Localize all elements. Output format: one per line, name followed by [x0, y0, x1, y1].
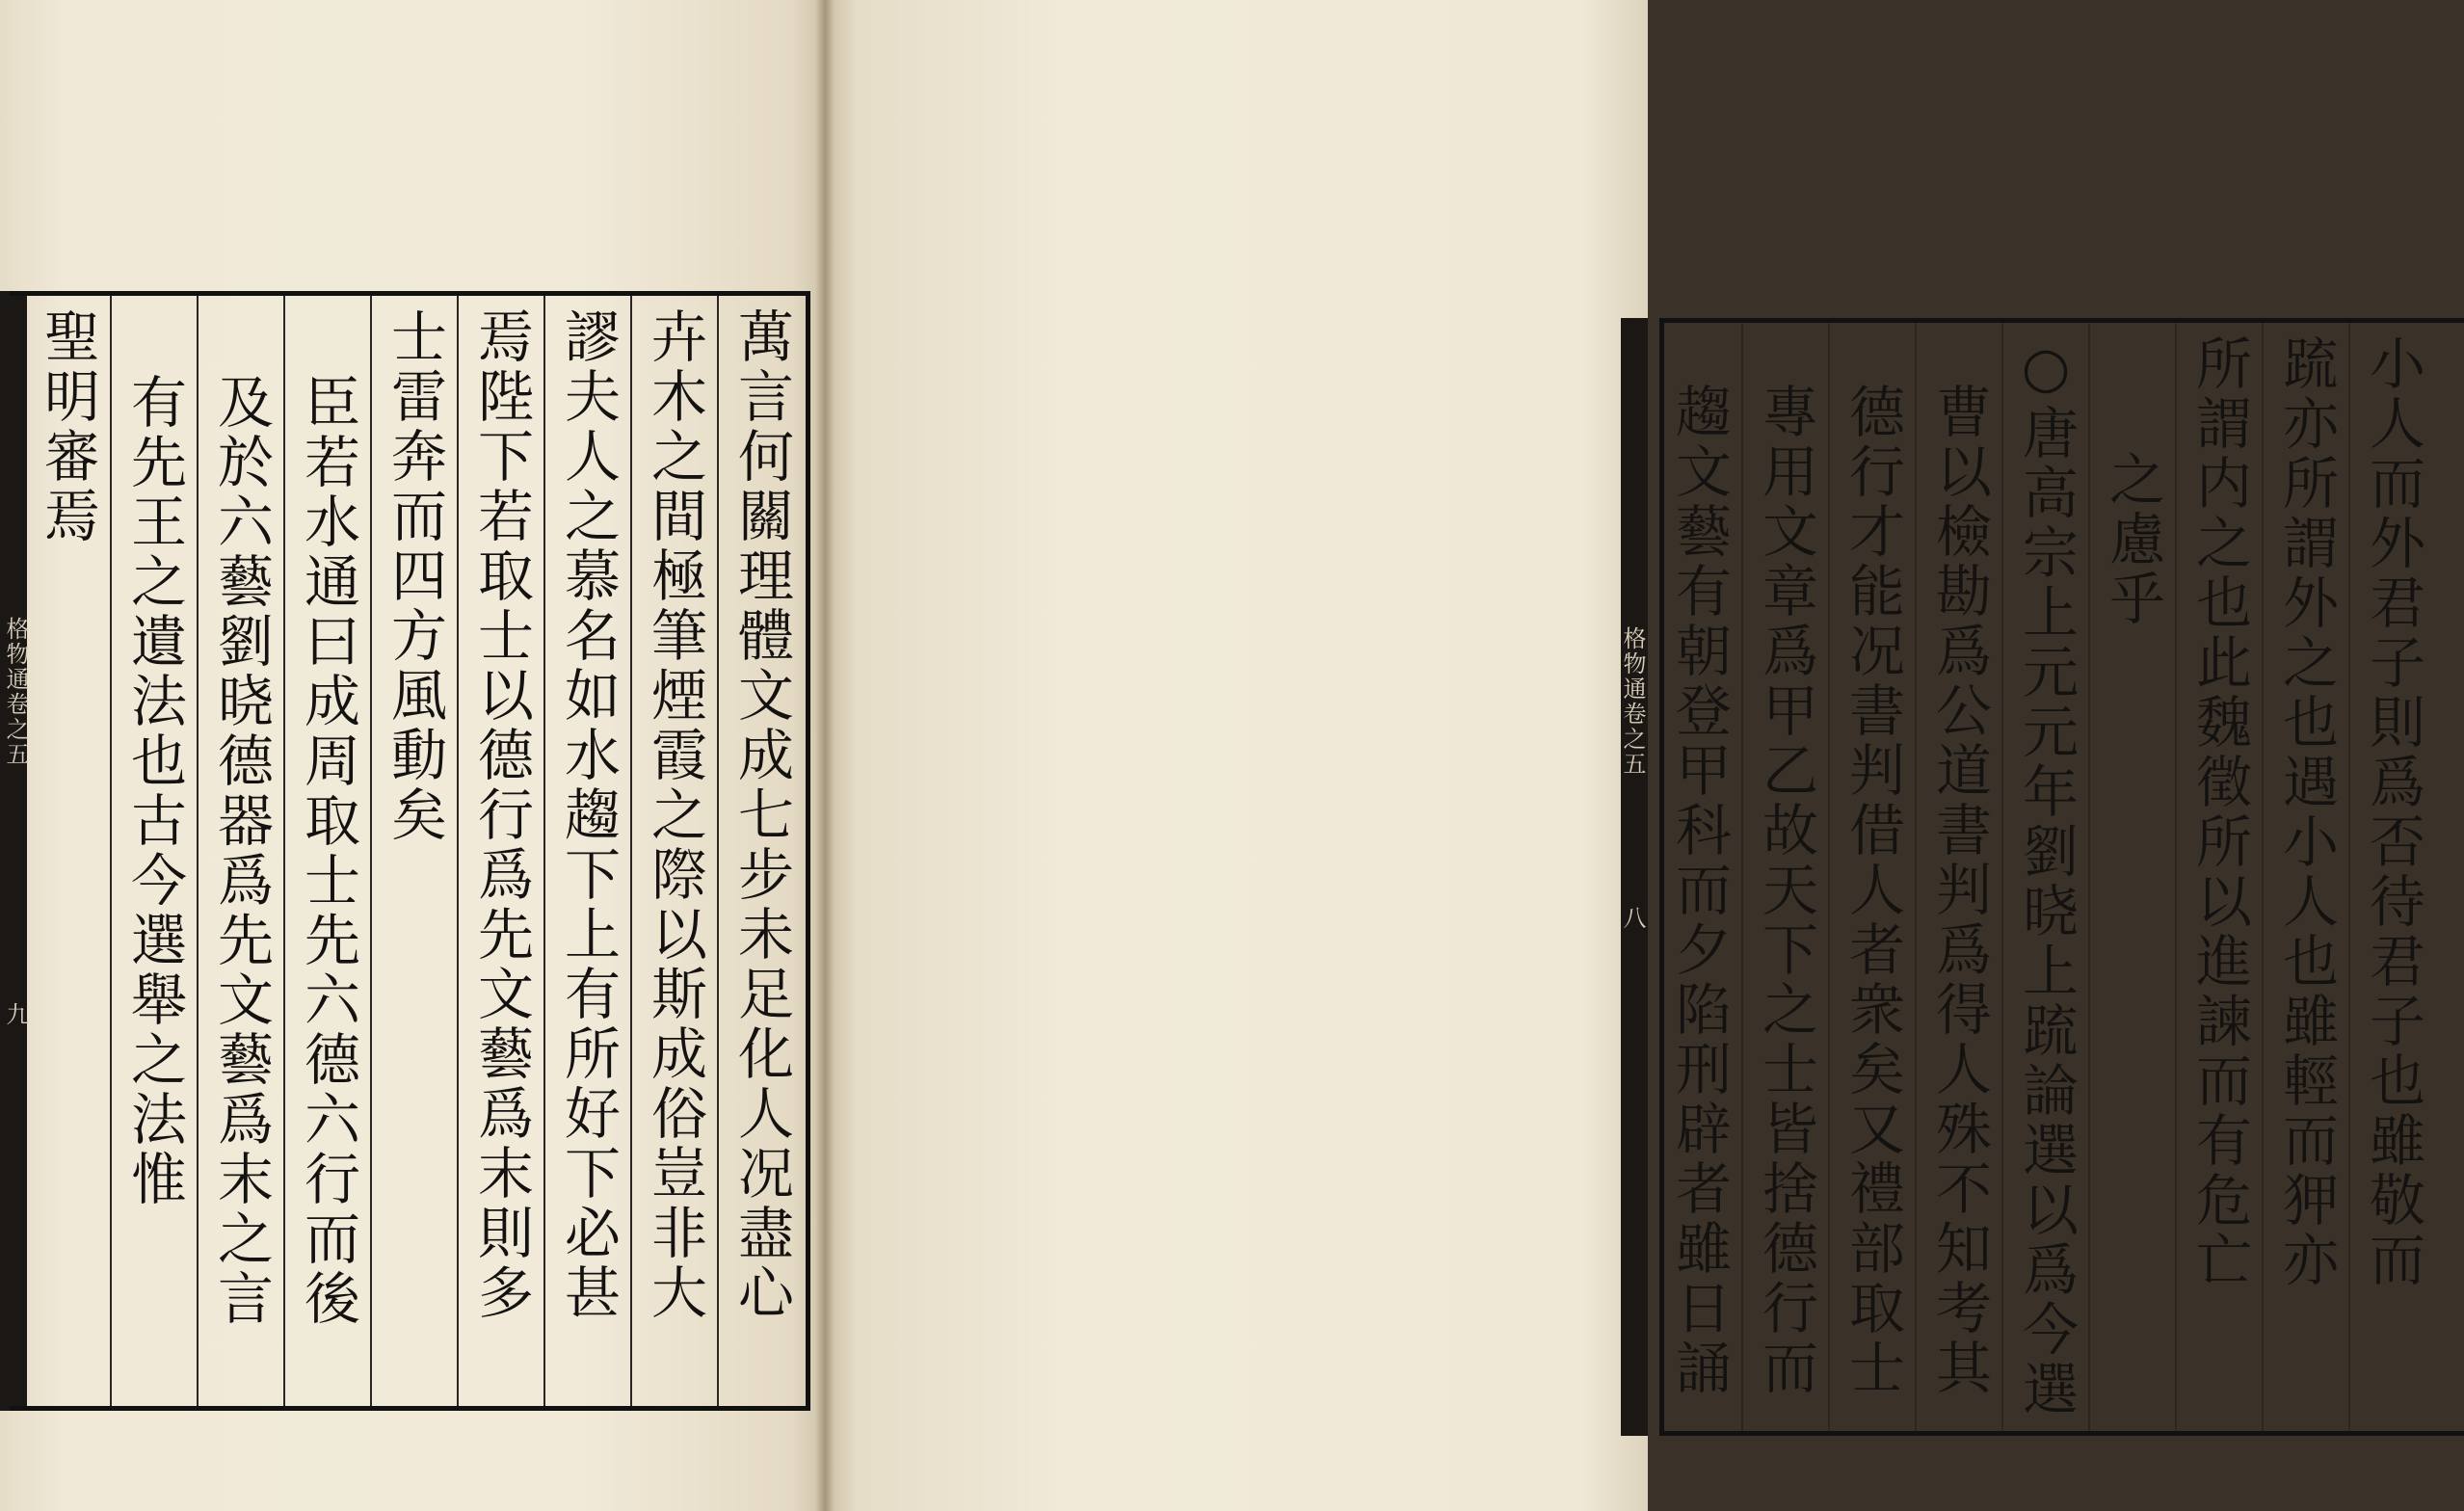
column-rule — [2348, 323, 2350, 1431]
text-column: 臣若水通曰成周取士先六德六行而後 — [295, 373, 360, 1329]
text-column: 士雷奔而四方風動矣 — [382, 307, 447, 845]
text-column: 䟽亦所謂外之也遇小人也雖輕而狎亦 — [2273, 334, 2339, 1290]
book-gutter — [815, 0, 835, 1511]
text-column: 所謂内之也此魏徵所以進諫而有危亡 — [2186, 334, 2252, 1290]
column-rule — [283, 296, 285, 1406]
column-rule — [457, 296, 459, 1406]
text-column: ○唐高宗上元元年劉晓上䟽論選以爲今選 — [2013, 334, 2079, 1419]
column-rule — [370, 296, 372, 1406]
text-column: 趨文藝有朝登甲科而夕陷刑辟者雖日誦 — [1666, 383, 1732, 1398]
column-rule — [2088, 323, 2090, 1431]
column-rule — [1915, 323, 1917, 1431]
left-page-tab-title: 格物通卷之五 — [2, 617, 29, 767]
column-rule — [2175, 323, 2177, 1431]
column-rule — [110, 296, 112, 1406]
column-rule — [197, 296, 199, 1406]
right-page-folio: 八 — [1619, 906, 1646, 929]
column-rule — [1741, 323, 1743, 1431]
text-column: 聖明審焉 — [35, 307, 100, 546]
text-column: 及於六藝劉晓德器爲先文藝爲末之言 — [208, 373, 274, 1329]
text-column: 曹以檢勘爲公道書判爲得人殊不知考其 — [1926, 383, 1992, 1398]
right-page-text-frame — [1659, 318, 2464, 1436]
text-column: 有先王之遺法也古今選舉之法惟 — [121, 373, 187, 1209]
text-column: 專用文章爲甲乙故天下之士皆捨德行而 — [1753, 383, 1818, 1398]
text-column: 之慮乎 — [2100, 450, 2165, 629]
column-rule — [2001, 323, 2003, 1431]
right-page-tab — [1621, 318, 1648, 1436]
right-page — [825, 0, 2425, 1511]
text-column: 謬夫人之慕名如水趨下上有所好下必甚 — [555, 307, 621, 1323]
text-column: 萬言何關理體文成七步未足化人况盡心 — [729, 307, 794, 1323]
left-page — [0, 0, 825, 1511]
column-rule — [717, 296, 719, 1406]
text-column: 焉陛下若取士以德行爲先文藝爲末則多 — [468, 307, 534, 1323]
column-rule — [2262, 323, 2264, 1431]
left-page-text-frame — [10, 291, 810, 1411]
left-page-folio: 九 — [2, 1002, 29, 1025]
column-rule — [630, 296, 632, 1406]
text-column: 德行才能况書判借人者衆矣又禮部取士 — [1840, 383, 1905, 1398]
text-column: 小人而外君子則爲否待君子也雖敬而 — [2360, 334, 2425, 1290]
text-column: 卉木之間極筆煙霞之際以斯成俗豈非大 — [642, 307, 707, 1323]
right-page-tab-title: 格物通卷之五 — [1619, 626, 1646, 777]
column-rule — [1828, 323, 1830, 1431]
column-rule — [543, 296, 545, 1406]
